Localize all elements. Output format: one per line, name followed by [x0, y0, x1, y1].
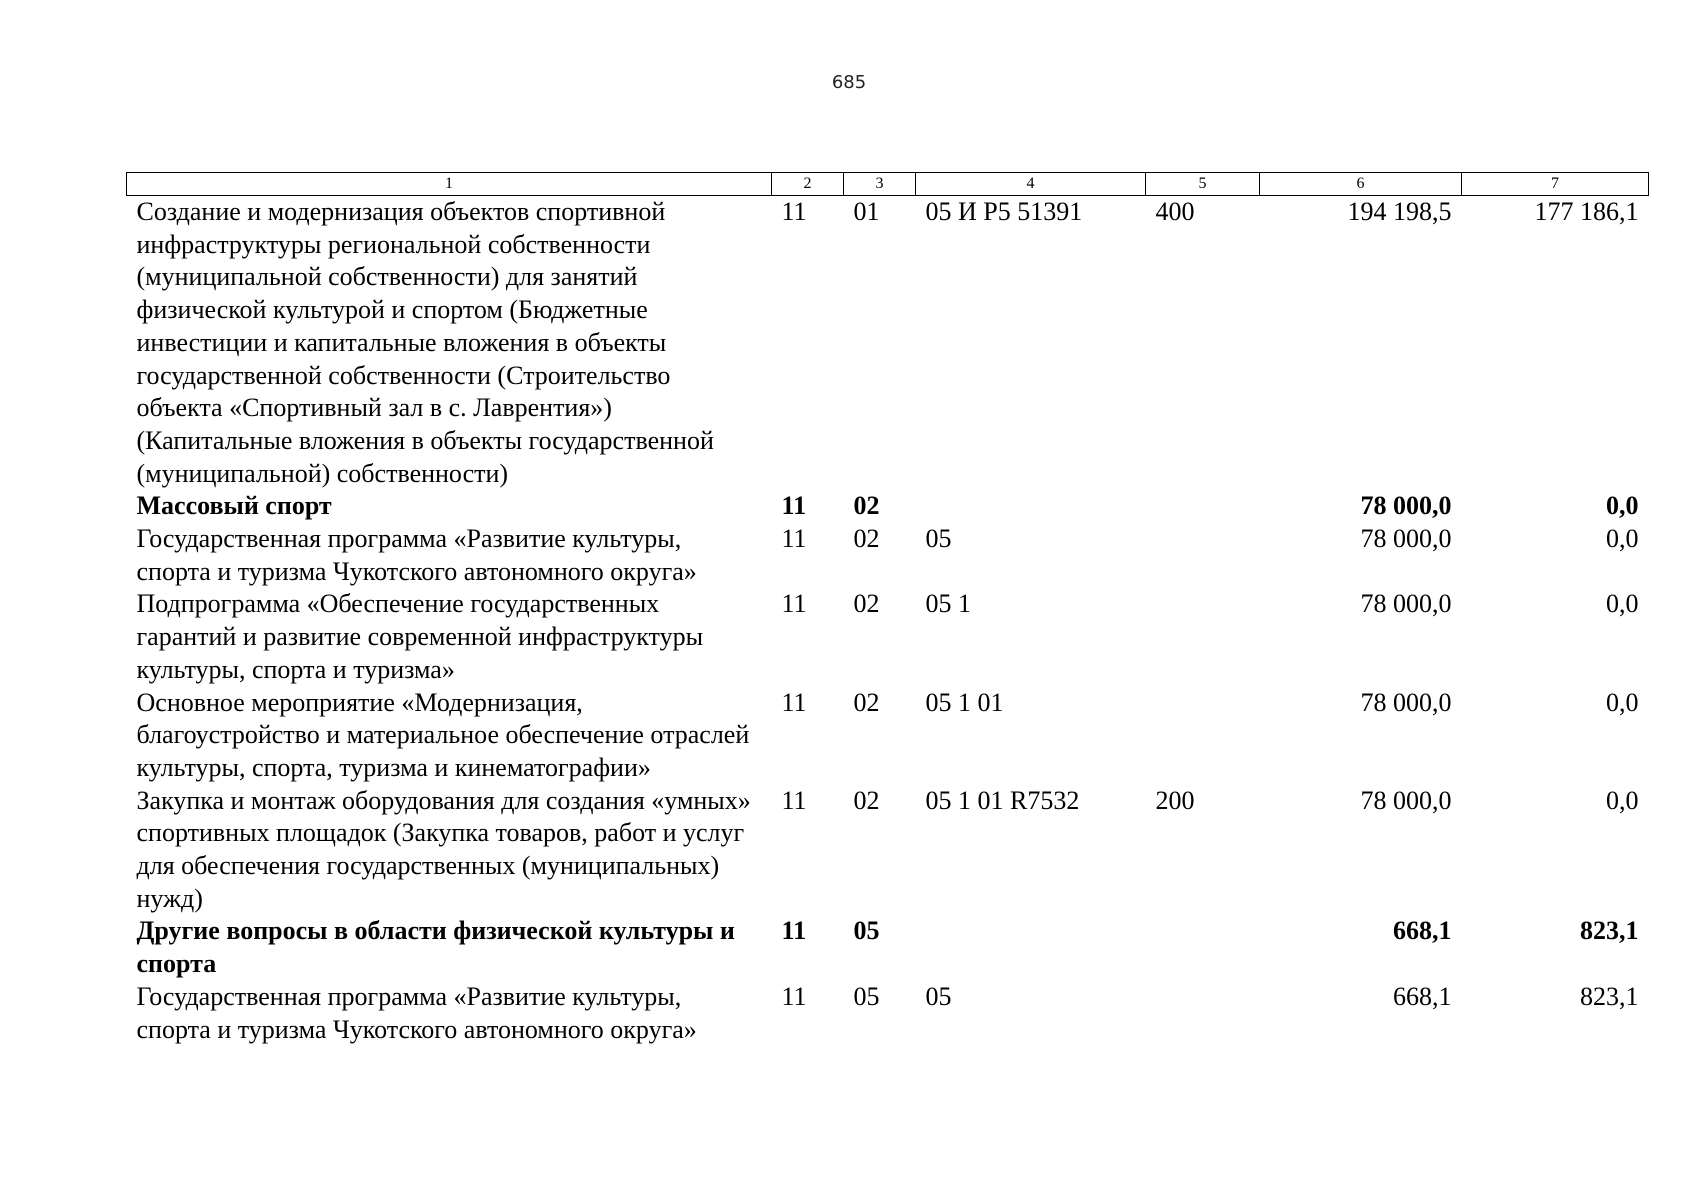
page-number: 685 [831, 72, 867, 93]
column-header-7: 7 [1462, 173, 1649, 196]
amount-year-2: 0,0 [1606, 491, 1639, 521]
item-name: Создание и модернизация объектов спортивной инфраструктуры региональной собственности (муниципальной собственности) для занятий физической культурой и спортом (Бюджетные инвестиции и капитальные вложения в объекты государственной собственности (Строительство объекта «Спортивный зал в с. Лаврентия») (Капитальные вложения в объекты государственной (муниципальной) собственности) [136, 197, 714, 488]
amount-year-1: 78 000,0 [1360, 687, 1452, 717]
amount-year-1: 78 000,0 [1360, 524, 1452, 554]
section-code: 11 [781, 524, 807, 554]
amount-year-2: 823,1 [1580, 916, 1639, 946]
column-header-4: 4 [916, 173, 1146, 196]
amount-year-2: 0,0 [1606, 589, 1639, 619]
subsection-code: 05 [853, 981, 880, 1011]
section-code: 11 [781, 687, 807, 717]
subsection-code: 05 [853, 916, 880, 946]
table-row [127, 588, 1649, 686]
table-row [127, 785, 1649, 916]
expense-type-code [1146, 915, 1260, 980]
table-row [127, 196, 1649, 491]
amount-year-1: 668,1 [1393, 981, 1452, 1011]
target-article-code [916, 915, 1146, 980]
target-article-code: 05 1 01 [925, 687, 1004, 717]
subsection-code: 02 [853, 785, 880, 815]
amount-year-2: 177 186,1 [1534, 197, 1639, 226]
column-header-6: 6 [1260, 173, 1462, 196]
section-code: 11 [781, 491, 807, 521]
amount-year-2: 0,0 [1606, 785, 1639, 815]
expense-type-code [1146, 588, 1260, 686]
subsection-code: 02 [853, 687, 880, 717]
expense-type-code [1146, 490, 1260, 523]
target-article-code: 05 1 [925, 589, 971, 619]
column-header-2: 2 [772, 173, 844, 196]
section-code: 11 [781, 785, 807, 815]
expense-type-code: 200 [1155, 785, 1195, 815]
amount-year-1: 78 000,0 [1360, 491, 1452, 521]
table-row [127, 915, 1649, 980]
expense-type-code [1146, 981, 1260, 1046]
target-article-code: 05 И Р5 51391 [925, 197, 1083, 226]
expense-type-code [1146, 523, 1260, 588]
section-code: 11 [781, 981, 807, 1011]
item-name: Закупка и монтаж оборудования для создания «умных» спортивных площадок (Закупка товаров, работ и услуг для обеспечения государственных (муниципальных) нужд) [136, 785, 751, 913]
section-code: 11 [781, 197, 807, 226]
amount-year-1: 668,1 [1393, 916, 1452, 946]
item-name: Другие вопросы в области физической культуры и спорта [136, 916, 735, 979]
item-name: Государственная программа «Развитие культуры, спорта и туризма Чукотского автономного округа» [136, 524, 697, 586]
subsection-code: 02 [853, 524, 880, 554]
target-article-code: 05 1 01 R7532 [925, 785, 1080, 815]
header-row [127, 173, 1649, 196]
item-name: Массовый спорт [136, 491, 332, 521]
expense-type-code [1146, 687, 1260, 785]
amount-year-1: 78 000,0 [1360, 589, 1452, 619]
column-header-1: 1 [127, 173, 772, 196]
amount-year-2: 0,0 [1606, 687, 1639, 717]
column-header-3: 3 [844, 173, 916, 196]
table-row [127, 687, 1649, 785]
target-article-code: 05 [925, 981, 952, 1011]
amount-year-1: 194 198,5 [1347, 197, 1452, 226]
item-name: Основное мероприятие «Модернизация, благоустройство и материальное обеспечение отраслей культуры, спорта, туризма и кинематографии» [136, 687, 750, 782]
item-name: Государственная программа «Развитие культуры, спорта и туризма Чукотского автономного округа» [136, 981, 697, 1044]
subsection-code: 01 [853, 197, 880, 226]
target-article-code: 05 [925, 524, 952, 554]
table-body [127, 196, 1649, 1047]
item-name: Подпрограмма «Обеспечение государственных гарантий и развитие современной инфраструктуры культуры, спорта и туризма» [136, 589, 704, 684]
expense-type-code: 400 [1155, 197, 1195, 226]
amount-year-2: 823,1 [1580, 981, 1639, 1011]
section-code: 11 [781, 916, 807, 946]
table-row [127, 981, 1649, 1046]
amount-year-1: 78 000,0 [1360, 785, 1452, 815]
column-header-5: 5 [1146, 173, 1260, 196]
table-row [127, 523, 1649, 588]
target-article-code [916, 490, 1146, 523]
subsection-code: 02 [853, 589, 880, 619]
budget-table [126, 172, 1649, 1046]
table-header [127, 173, 1649, 196]
table-row [127, 490, 1649, 523]
subsection-code: 02 [853, 491, 880, 521]
amount-year-2: 0,0 [1606, 524, 1639, 554]
section-code: 11 [781, 589, 807, 619]
